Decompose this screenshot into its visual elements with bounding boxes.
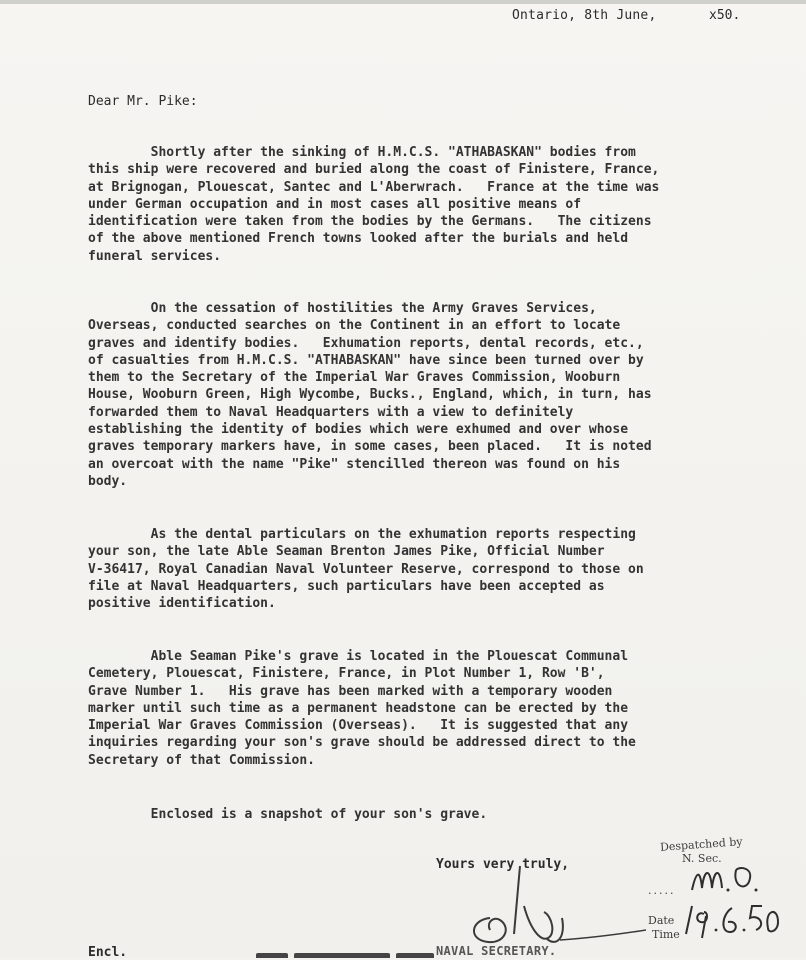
stamp-date-label: Date [648,914,675,927]
paragraph-5: Enclosed is a snapshot of your son's grave. [88,807,488,822]
enclosure-note: Encl. [88,945,128,960]
closing: Yours very truly, [436,857,570,872]
paragraph-2: On the cessation of hostilities the Army Graves Services, Overseas, conducted searches on the Continent in an effort to locate graves and identify bodies. Exhumation reports, dental records, etc., of casualties from H.M.C.S. "ATHABASKAN" have since been turned over by them to the Secretary of the Imperial War Graves Commission, Wooburn House, Wooburn Green, High Wycombe, Bucks., England, which, in turn, has forwarded them to Naval Headquarters with a view to definitely establishing the identity of bodies which were exhumed and over whose graves temporary markers have, in some cases, been placed. It is noted an overcoat with the name "Pike" stencilled thereon was found on his body. [88,301,652,489]
letter-date: Ontario, 8th June, [512,8,657,23]
despatch-stamp [648,835,798,948]
bottom-viewer-edge [256,953,436,958]
stamp-time-label: Time [652,928,680,941]
handwritten-date [678,898,788,942]
paragraph-4: Able Seaman Pike's grave is located in the Plouescat Communal Cemetery, Plouescat, Finistere, France, in Plot Number 1, Row 'B', Grave Number 1. His grave has been marked with a temporary wooden marker until such time as a permanent headstone can be erected by the Imperial War Graves Commission (Overseas). It is suggested that any inquiries regarding your son's grave should be addressed direct to the Secretary of that Commission. [88,649,636,768]
stamp-despatched-label: Despatched by [659,835,743,854]
file-reference: x50. [709,8,741,23]
stamp-dots: ..... [648,884,676,897]
handwritten-signature [460,858,650,954]
handwritten-initials [688,858,768,898]
paragraph-1: Shortly after the sinking of H.M.C.S. "ATHABASKAN" bodies from this ship were recovered and buried along the coast of Finistere, France, at Brignogan, Plouescat, Santec and L'Aberwrach. France at the time was under German occupation and in most cases all positive means of identification were taken from the bodies by the Germans. The citizens of the above mentioned French towns looked after the burials and held funeral services. [88,145,660,264]
stamp-sec-label: N. Sec. [682,852,722,865]
page-top-edge [0,0,806,4]
paragraph-3: As the dental particulars on the exhumation reports respecting your son, the late Able Seaman Brenton James Pike, Official Number V-36417, Royal Canadian Naval Volunteer Reserve, correspond to those on file at Naval Headquarters, such particulars have been accepted as positive identification. [88,527,644,612]
signature-title: NAVAL SECRETARY. [436,944,557,958]
salutation: Dear Mr. Pike: [88,94,198,109]
